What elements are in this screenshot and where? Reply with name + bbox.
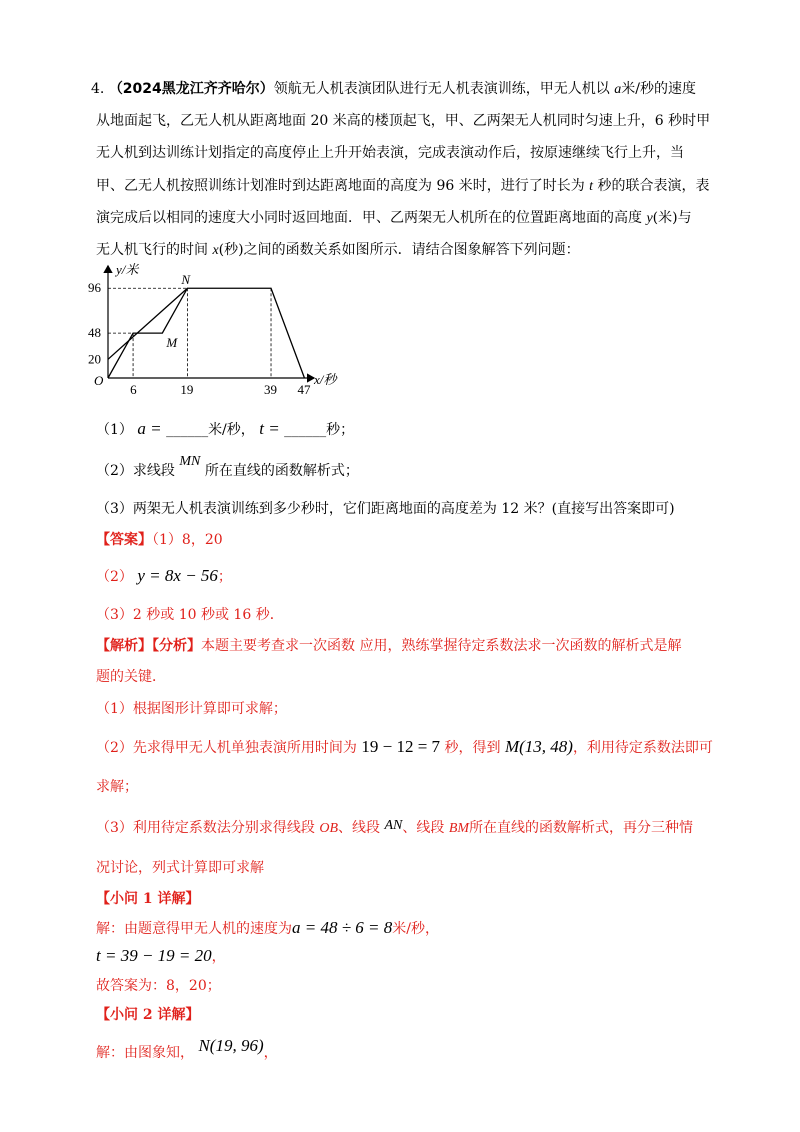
question-number: 4.	[91, 81, 105, 97]
analysis-point-2-cont: 求解；	[96, 779, 138, 795]
answer-line-2: （2） y = 8x − 56；	[96, 566, 232, 585]
question-line-1: 4. （2024黑龙江齐齐哈尔）领航无人机表演团队进行无人机表演训练，甲无人机以 a米/秒的速度	[91, 81, 696, 97]
question-line-5: 演完成后以相同的速度大小同时返回地面．甲、乙两架无人机所在的位置距离地面的高度 y(米)与	[96, 210, 692, 226]
question-line-3: 无人机到达训练计划指定的高度停止上升开始表演，完成表演动作后，按原速继续飞行上升，当	[96, 145, 684, 161]
y-tick-96: 96	[88, 280, 101, 296]
answer-blank-a[interactable]: ______米/秒，	[166, 422, 255, 438]
analysis-line-2: 题的关键．	[96, 669, 166, 685]
detail-2-tag: 【小问 2 详解】	[96, 1007, 200, 1023]
x-tick-39: 39	[264, 382, 278, 397]
x-axis-label: x/秒	[314, 372, 337, 387]
detail-1-line-3: 故答案为：8，20；	[96, 978, 221, 994]
point-label-N: N	[181, 272, 191, 288]
analysis-point-1: （1）根据图形计算即可求解；	[96, 701, 287, 717]
x-tick-47: 47	[297, 382, 311, 397]
analysis-point-3: （3）利用待定系数法分别求得线段 OB、线段 AN、线段 BM所在直线的函数解析式，再分三种情	[96, 818, 694, 836]
detail-1-line-1: 解：由题意得甲无人机的速度为a = 48 ÷ 6 = 8米/秒，	[96, 918, 439, 937]
detail-2-line-1: 解：由图象知， N(19, 96)，	[96, 1036, 278, 1061]
question-line-2: 从地面起飞，乙无人机从距离地面 20 米高的楼顶起飞，甲、乙两架无人机同时匀速上升，6 秒时甲	[96, 113, 711, 129]
answer-line-3: （3）2 秒或 10 秒或 16 秒．	[96, 607, 284, 623]
answer-blank-t[interactable]: ______秒；	[284, 422, 355, 438]
analysis-point-3-cont: 况讨论，列式计算即可求解	[96, 860, 264, 876]
analysis-line-1: 【解析】【分析】本题主要考查求一次函数 应用，熟练掌握待定系数法求一次函数的解析式是解	[96, 638, 682, 654]
y-tick-20: 20	[88, 351, 101, 367]
sub-question-1: （1） a = ______米/秒， t = ______秒；	[96, 419, 355, 438]
analysis-tag: 【解析】	[96, 638, 152, 654]
question-source: （2024黑龙江齐齐哈尔）	[108, 81, 274, 97]
segment-mn: MN	[179, 454, 201, 469]
answer-line-1: 【答案】（1）8，20	[96, 532, 223, 548]
function-graph	[86, 258, 337, 397]
x-tick-6: 6	[130, 382, 137, 397]
detail-1-line-2: t = 39 − 19 = 20，	[96, 946, 226, 965]
point-label-M: M	[166, 335, 178, 351]
analysis-point-2: （2）先求得甲无人机单独表演所用时间为 19 − 12 = 7 秒，得到 M(13, 48)，利用待定系数法即可	[96, 737, 713, 756]
sub-question-3: （3）两架无人机表演训练到多少秒时，它们距离地面的高度差为 12 米？(直接写出答案即可)	[96, 501, 675, 517]
origin-label: O	[94, 373, 104, 388]
question-line-6: 无人机飞行的时间 x(秒)之间的函数关系如图所示．请结合图象解答下列问题：	[96, 242, 580, 258]
detail-1-tag: 【小问 1 详解】	[96, 891, 200, 907]
x-tick-19: 19	[180, 382, 194, 397]
sub-question-2: （2）求线段 MN 所在直线的函数解析式；	[96, 454, 359, 479]
y-axis-label: y/米	[116, 262, 139, 277]
analysis-subtag: 【分析】	[152, 638, 201, 654]
y-tick-48: 48	[88, 325, 101, 341]
question-line-4: 甲、乙无人机按照训练计划准时到达距离地面的高度为 96 米时，进行了时长为 t 秒的联合表演，表	[96, 178, 710, 194]
answer-tag: 【答案】	[96, 532, 152, 548]
